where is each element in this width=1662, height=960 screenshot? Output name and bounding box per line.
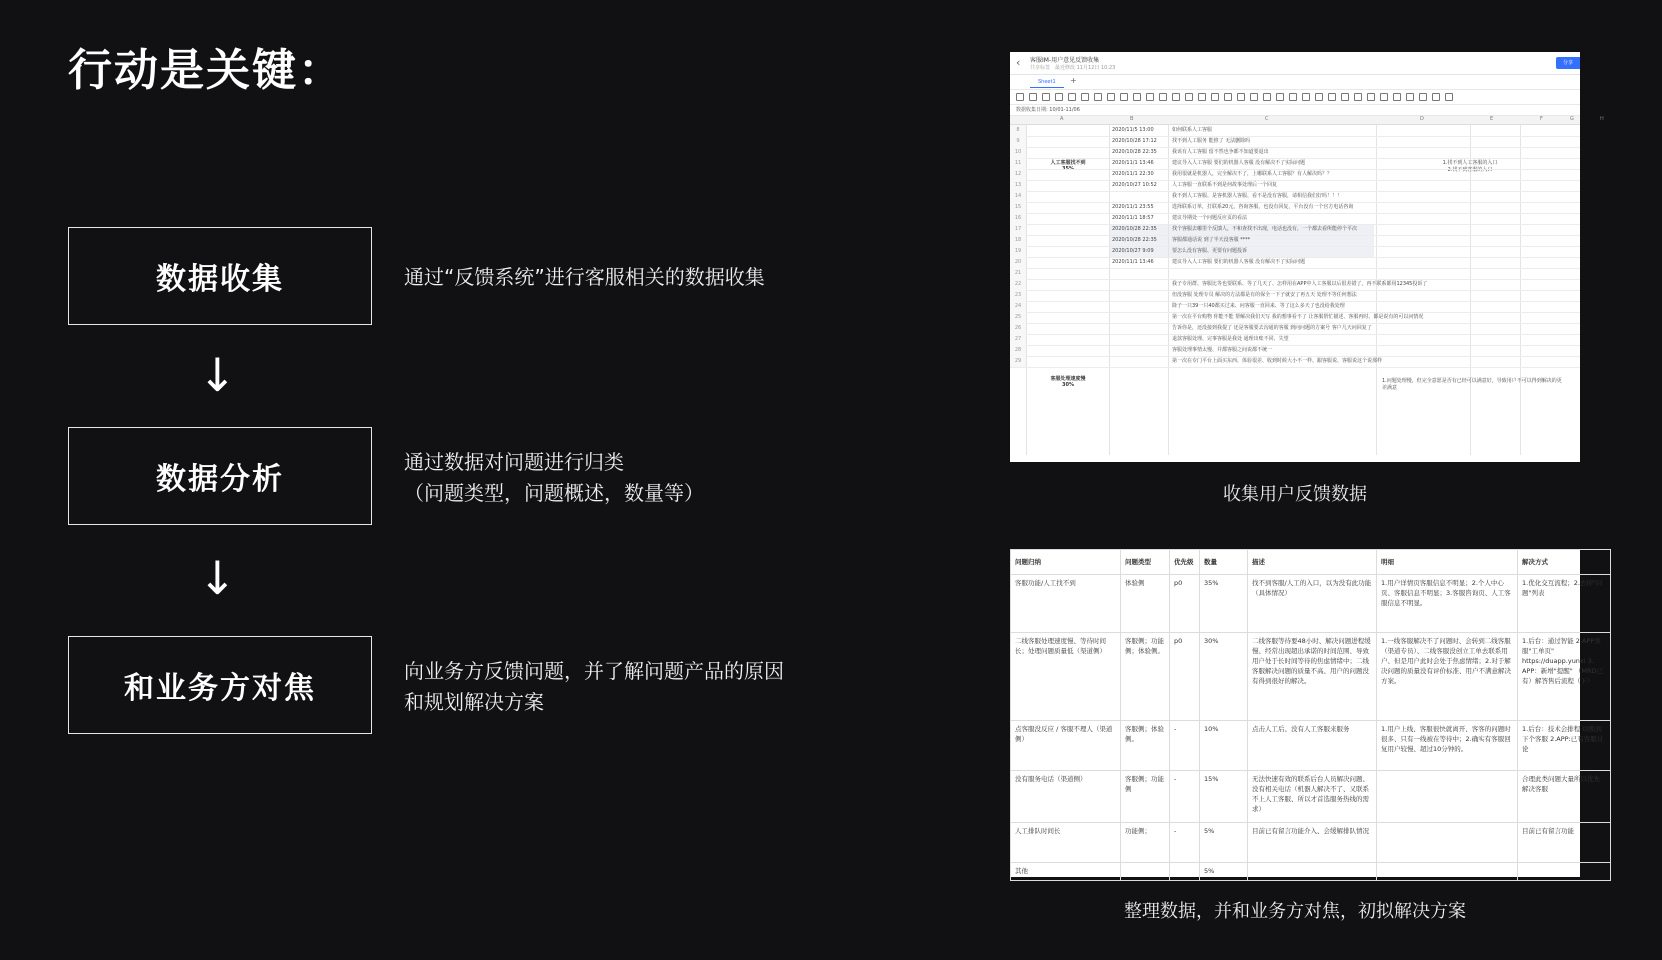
row-date: 2020/11/1 23:55 <box>1112 204 1154 210</box>
column-header: A <box>1060 116 1064 122</box>
table-header-cell: 优先级 <box>1170 550 1200 575</box>
row-feedback-text: 我该有人工客服 留不然也争都不知道要退出 <box>1172 149 1269 155</box>
table-cell-issue: 点客服没反应 / 客服不理人（渠道侧） <box>1011 721 1121 771</box>
row-number: 26 <box>1010 323 1026 334</box>
step-desc-data-analysis <box>404 447 794 509</box>
row-number: 22 <box>1010 279 1026 290</box>
step-desc-line: （问题类型，问题概述，数量等） <box>404 481 704 505</box>
table-cell-desc: 无法快速有效的联系后台人员解决问题、没有相关电话（机器人解决不了、又联系不上人工客服、所以才首选服务热线的需求） <box>1248 771 1377 823</box>
sheet-formula-bar: 数据收集日期: 10/01-11/06 <box>1010 105 1580 116</box>
table-cell-detail <box>1377 863 1518 881</box>
row-feedback-text: 但没客服 处理专员 解决的方法都是有的保全一下子就安了再五天 处理不等任何想法 <box>1172 292 1357 298</box>
row-number: 25 <box>1010 312 1026 323</box>
toolbar-icon <box>1432 93 1440 101</box>
row-feedback-text: 建议导入人工客服 要们的机器人客服 没有解决不了实际问题 <box>1172 160 1306 166</box>
table-row <box>1011 633 1611 721</box>
row-feedback-text: 退款客服处理、完事客服是我处 通理出账不同、失望 <box>1172 336 1289 342</box>
row-feedback-text: 告诉你是，还没接到我提了 还是客服要去沟通的客服 到问问题的方案号 客户几天问回复了 <box>1172 325 1372 331</box>
step-label: 和业务方对焦 <box>124 671 316 706</box>
step-box-data-collection <box>68 227 372 325</box>
table-cell-qty: 35% <box>1200 575 1248 633</box>
row-feedback-text: 建议导期处一个问题反应页的看法 <box>1172 215 1248 221</box>
column-header: B <box>1130 116 1134 122</box>
toolbar-icon <box>1029 93 1037 101</box>
add-sheet-icon: + <box>1070 76 1077 85</box>
table-cell-issue: 其他 <box>1011 863 1121 881</box>
column-header: F <box>1540 116 1543 122</box>
table-cell-type: 功能侧； <box>1121 823 1170 863</box>
table-cell-type: 体验侧 <box>1121 575 1170 633</box>
table-header-cell: 数量 <box>1200 550 1248 575</box>
table-cell-type: 客服侧；功能侧；体验侧。 <box>1121 633 1170 721</box>
row-feedback-text: 第一次在专门平台上面买东西、体验很差、收到时候大小不一样、跟客服说、客服说这个说那样 <box>1172 358 1383 364</box>
toolbar-icon <box>1393 93 1401 101</box>
toolbar-icon <box>1237 93 1245 101</box>
category-name: 人工客服找不到 <box>1050 160 1086 166</box>
toolbar-icon <box>1120 93 1128 101</box>
row-number: 13 <box>1010 180 1026 191</box>
sheet-header <box>1010 52 1580 75</box>
share-button: 分享 <box>1556 57 1580 69</box>
toolbar-icon <box>1445 93 1453 101</box>
step-label: 数据收集 <box>156 262 284 297</box>
column-header: G <box>1570 116 1574 122</box>
row-feedback-text: 要怎么没有客服、更要有问题投诉 <box>1172 248 1248 254</box>
row-feedback-text: 第一次在平台购物 你能不能 帮解决我们天写 我的想事看不了 让客服帮忙描述、客服再时、都是说有的可以问情况 <box>1172 314 1424 320</box>
row-number: 10 <box>1010 147 1026 158</box>
toolbar-icon <box>1354 93 1362 101</box>
toolbar-icon <box>1146 93 1154 101</box>
row-feedback-text: 我不到人工客服、是客机器人客服、看不是没有客服，请相信我们好吗！！！ <box>1172 193 1343 199</box>
table-cell-solution: 1.后台：技术会排程 切换到下个客服 2.APP:已有客服讨论 <box>1518 721 1611 771</box>
toolbar-icon <box>1328 93 1336 101</box>
row-date: 2020/10/27 9:09 <box>1112 248 1154 254</box>
toolbar-icon <box>1276 93 1284 101</box>
table-cell-priority: - <box>1170 823 1200 863</box>
toolbar-icon <box>1198 93 1206 101</box>
toolbar-icon <box>1159 93 1167 101</box>
toolbar-icon <box>1302 93 1310 101</box>
toolbar-icon <box>1185 93 1193 101</box>
row-feedback-text: 人工客服一直联系不到是何故事处理后一个回复 <box>1172 182 1278 188</box>
caption-business-alignment: 整理数据，并和业务方对焦，初拟解决方案 <box>1124 901 1466 922</box>
toolbar-icon <box>1367 93 1375 101</box>
toolbar-icon <box>1289 93 1297 101</box>
row-feedback-text: 降子一只39一只40都买过来、问客服一直回来、等了这么多天了也没给我处理 <box>1172 303 1345 309</box>
table-cell-qty: 15% <box>1200 771 1248 823</box>
table-cell-desc <box>1248 863 1377 881</box>
toolbar-icon <box>1419 93 1427 101</box>
down-arrow-icon: ↓ <box>198 348 237 402</box>
step-desc-line: 通过数据对问题进行归类 <box>404 450 624 474</box>
toolbar-icon <box>1042 93 1050 101</box>
sheet-tab: Sheet1 <box>1030 77 1064 88</box>
sheet-doc-subtitle: 共享标签 最近修改 11月12日 10:23 <box>1030 65 1116 71</box>
toolbar-icon <box>1211 93 1219 101</box>
row-number: 29 <box>1010 356 1026 367</box>
table-row <box>1011 771 1611 823</box>
column-header: C <box>1265 116 1269 122</box>
column-header: H <box>1600 116 1604 122</box>
row-number: 17 <box>1010 224 1026 235</box>
row-feedback-text: 客服都通话说 到了半天没客服 **** <box>1172 237 1251 243</box>
table-cell-priority: p0 <box>1170 633 1200 721</box>
table-cell-solution: 目前已有留言功能 <box>1518 823 1611 863</box>
row-number: 20 <box>1010 257 1026 268</box>
table-cell-priority: - <box>1170 721 1200 771</box>
note-line: 2.找不到客服的入口 <box>1447 167 1493 173</box>
table-row <box>1011 575 1611 633</box>
row-date: 2020/10/28 17:12 <box>1112 138 1157 144</box>
table-row <box>1011 863 1611 881</box>
table-cell-solution: 合理此类问题大量所以优先解决客服 <box>1518 771 1611 823</box>
toolbar-icon <box>1094 93 1102 101</box>
category-percent: 30% <box>1062 382 1074 388</box>
toolbar-icon <box>1133 93 1141 101</box>
table-cell-qty: 30% <box>1200 633 1248 721</box>
row-feedback-text: 找不到人工服务 能推了 无法删除吗 <box>1172 138 1251 144</box>
analysis-table <box>1010 549 1611 881</box>
row-number: 19 <box>1010 246 1026 257</box>
table-header-cell: 描述 <box>1248 550 1377 575</box>
feedback-spreadsheet-screenshot <box>1010 52 1604 462</box>
table-cell-detail: 1.用户上线、客服很快就离开、客客的问题时很多、只有一线被在等待中；2.确实有客服回复用户较慢、超过10分钟的。 <box>1377 721 1518 771</box>
row-date: 2020/11/1 18:57 <box>1112 215 1154 221</box>
step-label: 数据分析 <box>156 462 284 497</box>
table-cell-qty: 10% <box>1200 721 1248 771</box>
table-cell-detail: 1.用户详情页客服信息不明显；2.个人中心页、客服信息不明显；3.客服咨询页、人工客服信息不明显。 <box>1377 575 1518 633</box>
sheet-grid <box>1010 125 1580 455</box>
table-header-cell: 解决方式 <box>1518 550 1611 575</box>
caption-feedback-collection: 收集用户反馈数据 <box>1223 484 1367 505</box>
table-cell-issue: 二线客服处理速度慢、等待时间长；处理问题质量低（渠道侧） <box>1011 633 1121 721</box>
sheet-tabs <box>1010 75 1580 90</box>
table-cell-qty: 5% <box>1200 823 1248 863</box>
toolbar-icon <box>1406 93 1414 101</box>
row-number: 27 <box>1010 334 1026 345</box>
row-number: 24 <box>1010 301 1026 312</box>
row-number: 16 <box>1010 213 1026 224</box>
row-date: 2020/11/5 13:00 <box>1112 127 1154 133</box>
table-cell-priority: p0 <box>1170 575 1200 633</box>
toolbar-icon <box>1107 93 1115 101</box>
table-header-cell: 明细 <box>1377 550 1518 575</box>
category-note: 1.问题处理慢，但完全意愿是否有已经可以满意好，导致用户不可以得到解决的更差满意 <box>1382 378 1562 391</box>
table-cell-priority: - <box>1170 771 1200 823</box>
table-cell-desc: 目前已有留言功能介入、会缓解排队情况 <box>1248 823 1377 863</box>
step-box-business-alignment <box>68 636 372 734</box>
table-header-row <box>1011 550 1611 575</box>
row-feedback-text: 我子专用群、客服比等也要联系、等了几天了、怎样用在APP中人工客服以后很差错了，再不联系都用12345投诉了 <box>1172 281 1428 287</box>
toolbar-icon <box>1380 93 1388 101</box>
row-date: 2020/11/1 13:46 <box>1112 259 1154 265</box>
sheet-column-headers <box>1010 116 1604 125</box>
toolbar-icon <box>1081 93 1089 101</box>
row-number: 9 <box>1010 136 1026 147</box>
table-cell-solution <box>1518 863 1611 881</box>
note-line: 1.找不到人工客服的入口 <box>1442 160 1498 166</box>
table-cell-solution: 1.优化交互流程；2.去掉"问题"列表 <box>1518 575 1611 633</box>
step-desc-business-alignment: 向业务方反馈问题，并了解问题产品的原因和规划解决方案 <box>404 659 784 714</box>
table-row <box>1011 823 1611 863</box>
toolbar-icon <box>1315 93 1323 101</box>
row-number: 11 <box>1010 158 1026 169</box>
row-number: 28 <box>1010 345 1026 356</box>
back-icon: ‹ <box>1016 56 1021 69</box>
down-arrow-icon: ↓ <box>198 551 237 605</box>
table-cell-desc: 点击人工后、没有人工客服来服务 <box>1248 721 1377 771</box>
sheet-doc-title: 客服IM-用户意见反馈收集 <box>1030 57 1100 64</box>
toolbar-icon <box>1172 93 1180 101</box>
step-box-data-analysis <box>68 427 372 525</box>
table-cell-issue: 人工排队时间长 <box>1011 823 1121 863</box>
row-feedback-text: 找个客服去哪里个反馈人，不和查找不出现，电话也没有，一个都去看所能停个平次 <box>1172 226 1358 232</box>
toolbar-icon <box>1016 93 1024 101</box>
table-cell-desc: 找不到客服/人工的入口，以为没有此功能（具体情况） <box>1248 575 1377 633</box>
table-header-cell: 问题归纳 <box>1011 550 1121 575</box>
table-cell-detail <box>1377 771 1518 823</box>
row-number: 8 <box>1010 125 1026 136</box>
row-date: 2020/10/28 22:35 <box>1112 149 1157 155</box>
row-number: 23 <box>1010 290 1026 301</box>
table-cell-type: 客服侧；功能侧 <box>1121 771 1170 823</box>
table-cell-type: 客服侧；体验侧。 <box>1121 721 1170 771</box>
table-cell-qty: 5% <box>1200 863 1248 881</box>
toolbar-icon <box>1341 93 1349 101</box>
row-date: 2020/11/1 22:30 <box>1112 171 1154 177</box>
row-feedback-text: 如何联系人工客服 <box>1172 127 1213 133</box>
category-label <box>1028 375 1108 388</box>
step-desc-data-collection: 通过“反馈系统”进行客服相关的数据收集 <box>404 265 765 289</box>
toolbar-icon <box>1055 93 1063 101</box>
sheet-toolbar <box>1010 90 1580 105</box>
table-row <box>1011 721 1611 771</box>
category-name: 客服处理速度慢 <box>1050 376 1086 382</box>
row-date: 2020/10/28 22:35 <box>1112 237 1157 243</box>
table-header-cell: 问题类型 <box>1121 550 1170 575</box>
toolbar-icon <box>1068 93 1076 101</box>
toolbar-icon <box>1250 93 1258 101</box>
row-number: 12 <box>1010 169 1026 180</box>
row-number: 21 <box>1010 268 1026 279</box>
row-date: 2020/10/28 22:35 <box>1112 226 1157 232</box>
table-cell-detail: 1.一线客服解决不了问题时、会转到二线客服（渠道专员）、二线客服没创立工单去联系用户、但是用户此时会处于焦虑情绪；2.对于解决问题的质量没有评价标准、用户不满意解决方案。 <box>1377 633 1518 721</box>
row-number: 15 <box>1010 202 1026 213</box>
row-feedback-text: 建议导入人工客服 要们的机器人客服 没有解决不了实际问题 <box>1172 259 1306 265</box>
toolbar-icon <box>1263 93 1271 101</box>
row-number: 14 <box>1010 191 1026 202</box>
column-header: D <box>1420 116 1424 122</box>
row-feedback-text: 我用很就是机器人，完全解决不了，上哪联系人工客服？有人解决吗？？ <box>1172 171 1333 177</box>
row-number: 18 <box>1010 235 1026 246</box>
toolbar-icon <box>1224 93 1232 101</box>
table-cell-solution: 1.后台：通过智能 2.APP客服"工单页" https://duapp.yunxi 3. APP：新增"提醒" （MRD已有）解答售后流程（下） <box>1518 633 1611 721</box>
table-cell-type <box>1121 863 1170 881</box>
row-feedback-text: 客服处理事情太慢、并都客服之间说都不统一 <box>1172 347 1273 353</box>
table-cell-priority <box>1170 863 1200 881</box>
row-date: 2020/10/27 10:52 <box>1112 182 1157 188</box>
table-body <box>1011 575 1611 881</box>
sheet-row <box>1010 356 1580 368</box>
table-cell-desc: 二线客服等待要48小时、解决问题进程缓慢、经常出现超出承诺的时间范围、导致用户处于长时间等待的焦虑情绪中；二线客服解决问题的质量不高、用户的问题没有得到很好的解决。 <box>1248 633 1377 721</box>
table-cell-issue: 客服功能/人工找不到 <box>1011 575 1121 633</box>
analysis-table-screenshot <box>1010 549 1604 877</box>
table-cell-detail <box>1377 823 1518 863</box>
row-feedback-text: 选择联系订单，打联系20元，咨询客服，也没有回复，平台没有一个官方电话咨询 <box>1172 204 1354 210</box>
row-date: 2020/11/1 13:46 <box>1112 160 1154 166</box>
table-cell-issue: 没有服务电话（渠道侧） <box>1011 771 1121 823</box>
page-title: 行动是关键： <box>68 45 344 96</box>
column-header: E <box>1490 116 1494 122</box>
category-percent: 35% <box>1062 166 1074 172</box>
